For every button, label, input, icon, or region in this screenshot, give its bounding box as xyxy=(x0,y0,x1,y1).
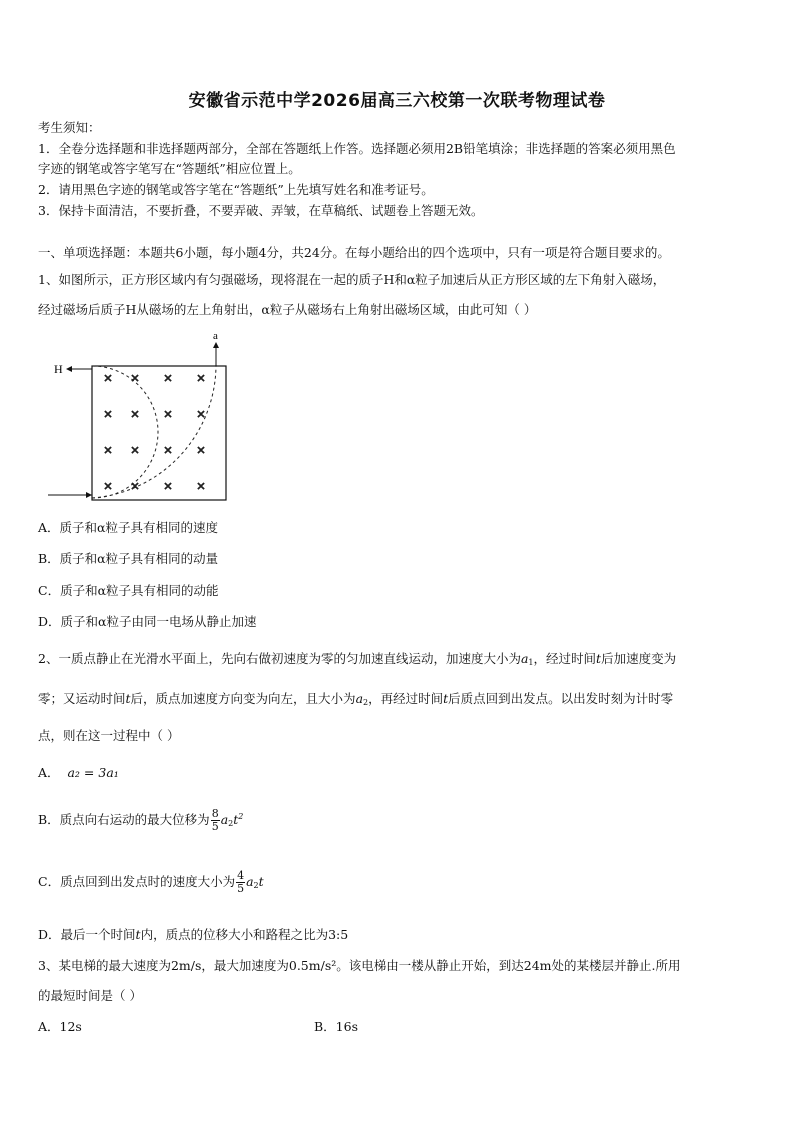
field-cross: × xyxy=(196,443,206,459)
exam-title: 安徽省示范中学2026届高三六校第一次联考物理试卷 xyxy=(188,91,606,111)
field-cross: × xyxy=(103,479,113,495)
field-crosses xyxy=(104,371,205,495)
field-cross: × xyxy=(163,407,173,423)
field-cross: × xyxy=(103,407,113,423)
field-cross: × xyxy=(196,371,206,387)
field-cross: × xyxy=(196,407,206,423)
field-cross: × xyxy=(103,371,113,387)
magnetic-field-figure xyxy=(44,330,244,510)
field-cross: × xyxy=(196,479,206,495)
q1-option-c: C．质子和α粒子具有相同的动能 xyxy=(38,583,219,598)
question-2-line-3: 点，则在这一过程中（ ） xyxy=(38,728,180,743)
q2-option-d: D．最后一个时间t内，质点的位移大小和路程之比为3:5 xyxy=(38,927,349,942)
field-cross: × xyxy=(163,371,173,387)
notice-item-3: 3．保持卡面清洁，不要折叠，不要弄破、弄皱，在草稿纸、试题卷上答题无效。 xyxy=(38,203,484,218)
field-cross: × xyxy=(130,479,140,495)
q3-option-a: A．12s xyxy=(38,1019,82,1034)
question-2-line-1: 2、一质点静止在光滑水平面上，先向右做初速度为零的匀加速直线运动，加速度大小为$a_1$，经过时间t后加速度变为 xyxy=(38,651,677,667)
question-1-line-1: 1、如图所示，正方形区域内有匀强磁场，现将混在一起的质子H和α粒子加速后从正方形区域的左下角射入磁场， xyxy=(38,272,666,287)
question-2-line-2: 零；又运动时间t后，质点加速度方向变为向左，且大小为$a_2$，再经过时间t后质点回到出发点。以出发时刻为计时零 xyxy=(38,691,674,707)
notice-item-1-line-2: 字迹的钢笔或答字笔写在“答题纸”相应位置上。 xyxy=(38,161,301,176)
q1-option-a: A．质子和α粒子具有相同的速度 xyxy=(38,520,218,535)
field-cross: × xyxy=(163,443,173,459)
q2-option-a: A． a₂ = 3a₁ xyxy=(38,765,119,780)
q2-option-b: B．质点向右运动的最大位移为 $\frac{8}{5}$ $a_2t^2$ xyxy=(38,807,244,833)
notice-item-2: 2．请用黑色字迹的钢笔或答字笔在“答题纸”上先填写姓名和准考证号。 xyxy=(38,182,434,197)
question-1-line-2: 经过磁场后质子H从磁场的左上角射出，α粒子从磁场右上角射出磁场区域，由此可知（ ） xyxy=(38,302,537,317)
proton-trajectory xyxy=(92,366,158,498)
proton-label: H xyxy=(54,362,63,376)
section-heading: 一、单项选择题：本题共6小题，每小题4分，共24分。在每小题给出的四个选项中，只有一项是符合题目要求的。 xyxy=(38,245,670,260)
notice-item-1-line-1: 1．全卷分选择题和非选择题两部分，全部在答题纸上作答。选择题必须用2B铅笔填涂；非选择题的答案必须用黑色 xyxy=(38,141,676,156)
question-3-line-2: 的最短时间是（ ） xyxy=(38,988,142,1003)
q3-option-b: B．16s xyxy=(314,1019,359,1034)
field-cross: × xyxy=(130,443,140,459)
field-cross: × xyxy=(130,371,140,387)
q1-option-d: D．质子和α粒子由同一电场从静止加速 xyxy=(38,614,257,629)
q1-option-b: B．质子和α粒子具有相同的动量 xyxy=(38,551,219,566)
notice-heading: 考生须知： xyxy=(38,120,101,135)
question-3-line-1: 3、某电梯的最大速度为2m/s，最大加速度为0.5m/s²。该电梯由一楼从静止开始，到达24m处的某楼层并静止.所用 xyxy=(38,958,681,973)
q2-option-c: C．质点回到出发点时的速度大小为 $\frac{4}{5}$ $a_2t$ xyxy=(38,869,264,895)
alpha-label: a xyxy=(213,330,218,342)
field-cross: × xyxy=(163,479,173,495)
field-cross: × xyxy=(130,407,140,423)
field-cross: × xyxy=(103,443,113,459)
